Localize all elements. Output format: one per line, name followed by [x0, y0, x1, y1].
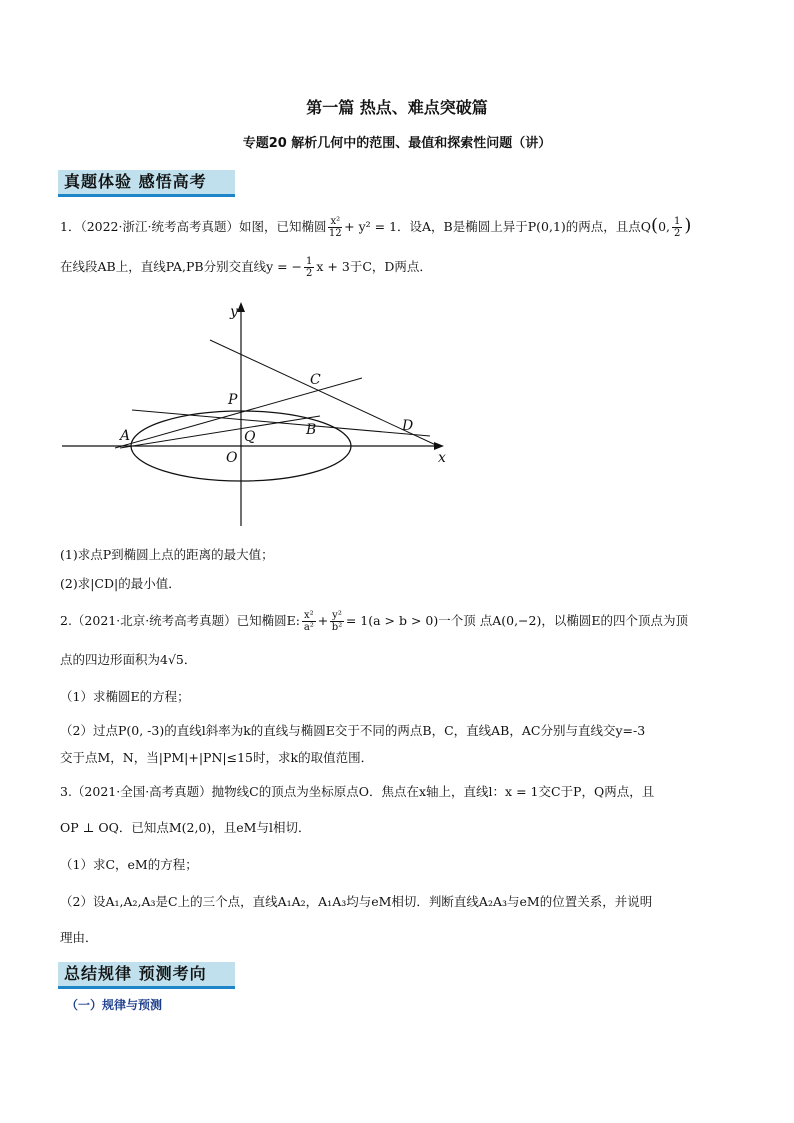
- q2-x2: x²: [304, 610, 314, 621]
- q1-q-num: 1: [674, 216, 681, 227]
- section-banner-summary: 总结规律 预测考向: [58, 962, 235, 989]
- ellipse-figure: [60, 298, 460, 528]
- y-axis-arrow-icon: [237, 302, 245, 312]
- q2-part1: （1）求椭圆E的方程；: [60, 689, 190, 704]
- q2-line2: 点的四边形面积为4√5．: [60, 652, 197, 667]
- page-subtitle: 专题20 解析几何中的范围、最值和探索性问题（讲）: [242, 136, 552, 151]
- label-y: y: [230, 304, 238, 320]
- line-ab: [120, 416, 320, 448]
- q1-q-prefix: 0,: [658, 219, 671, 234]
- line-pb: [132, 410, 430, 436]
- q1-line-frac-den: 2: [306, 268, 313, 279]
- q2-part2-line2: 交于点M，N，当|PM|+|PN|≤15时，求k的取值范围．: [60, 750, 374, 765]
- label-c: C: [310, 372, 321, 388]
- q2-frac-x: [302, 610, 316, 633]
- q1-q-den: 2: [674, 228, 681, 239]
- q1-line2: [60, 256, 740, 279]
- label-a: A: [120, 428, 131, 444]
- q2-b2: b²: [331, 622, 343, 633]
- q1-ellipse-rest: + y² = 1: [344, 219, 398, 234]
- q1-line2-a: 在线段AB上，直线PA,PB分别交直线y = −: [60, 259, 303, 274]
- section-heading: （一）规律与预测: [66, 998, 163, 1012]
- q1-line1: 1．（2022·浙江·统考高考真题）如图，已知椭圆 $\frac{\text{x²}}{12}$ + y² = 1．设A，B是椭圆上异于P(0,1)的两点，且点Q(0, $\frac{1}{2}$ ): [60, 215, 692, 239]
- q1-part2: (2)求|CD|的最小值．: [60, 576, 181, 591]
- section-banner-exam: 真题体验 感悟高考: [58, 170, 235, 197]
- line-pa: [115, 378, 362, 448]
- label-d: D: [402, 418, 414, 434]
- q1-line1-b: ．设A，B是椭圆上异于P(0,1)的两点，且点Q: [397, 219, 652, 234]
- q1-line2-b: x + 3于C，D两点．: [316, 259, 432, 274]
- q2-line1-a: 2.（2021·北京·统考高考真题）已知椭圆E:: [60, 613, 301, 628]
- label-p: P: [228, 392, 238, 408]
- x-axis-arrow-icon: [434, 442, 444, 450]
- q1-line-frac-num: 1: [306, 256, 313, 267]
- q3-line2: OP ⊥ OQ．已知点M(2,0)，且eM与l相切．: [60, 820, 311, 835]
- q2-y2: y²: [332, 610, 342, 621]
- q1-q-fraction: [672, 216, 682, 239]
- q3-line1: 3.（2021·全国·高考真题）抛物线C的顶点为坐标原点O．焦点在x轴上，直线l：x = 1交C于P，Q两点，且: [60, 784, 655, 799]
- page-title: 第一篇 热点、难点突破篇: [306, 98, 488, 117]
- label-b: B: [306, 422, 317, 438]
- q2-line1-b: 一个顶 点A(0,−2)，以椭圆E的四个顶点为顶: [438, 613, 688, 628]
- q2-frac-y: [330, 610, 344, 633]
- q1-line-fraction: [304, 256, 314, 279]
- q1-part1: (1)求点P到椭圆上点的距离的最大值；: [60, 547, 274, 562]
- q1-ellipse-den: 12: [328, 228, 342, 239]
- q3-part1: （1）求C，eM的方程；: [60, 857, 198, 872]
- q3-part2-line1: （2）设A₁,A₂,A₃是C上的三个点，直线A₁A₂，A₁A₃均与eM相切．判断直线A₂A₃与eM的位置关系，并说明: [60, 894, 653, 909]
- q2-part2-line1: （2）过点P(0, -3)的直线l斜率为k的直线与椭圆E交于不同的两点B，C，直线AB，AC分别与直线交y=-3: [60, 723, 646, 738]
- q1-ellipse-fraction: [328, 216, 342, 239]
- label-o: O: [226, 450, 238, 466]
- q2-a2: a²: [303, 622, 314, 633]
- q1-line1-a: 1．（2022·浙江·统考高考真题）如图，已知椭圆: [60, 219, 327, 234]
- q1-ellipse-num: x²: [330, 216, 341, 227]
- q3-part2-line2: 理由．: [60, 930, 98, 945]
- label-x: x: [438, 450, 446, 466]
- label-q: Q: [244, 429, 256, 445]
- q2-eq-rest: = 1(a > b > 0): [345, 613, 439, 628]
- q2-line1: 2.（2021·北京·统考高考真题）已知椭圆E: $\frac{\text{x²}}{\text{a²}}$ + $\frac{\text{y²}}{\text{b²}}$ = 1(a > b > 0)一个顶 点A(0,−2)，以椭圆E的四个顶点为顶: [60, 610, 688, 633]
